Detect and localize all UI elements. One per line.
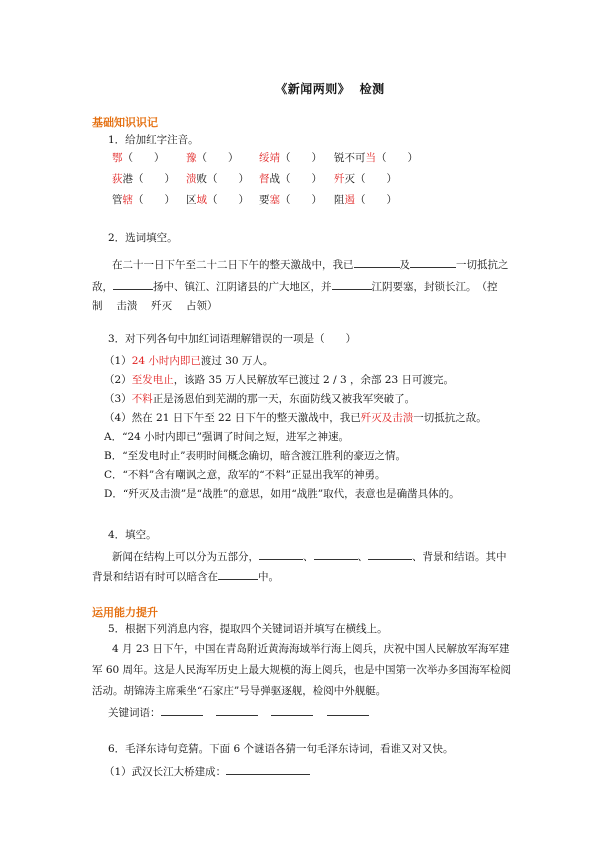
- q3-sentence-1: （1）24 小时内即已渡过 30 万人。: [104, 355, 274, 367]
- keyword-blank[interactable]: [216, 704, 258, 716]
- q3-sentence-3: （3）不料正是汤恩伯到芜湖的那一天，东面防线又被我军突破了。: [104, 393, 416, 405]
- q4-line2: 背景和结语有时可以暗含在 中。: [92, 568, 279, 584]
- fill-blank[interactable]: [368, 548, 412, 560]
- fill-blank[interactable]: [314, 548, 358, 560]
- fill-blank[interactable]: [259, 548, 303, 560]
- q6-item-1: （1）武汉长江大桥建成：: [104, 763, 310, 779]
- q3-sentence-2: （2）至发电止，该路 35 万人民解放军已渡过 2 / 3 ，余部 23 日可渡完。: [104, 374, 455, 386]
- q1-item: 荻港（ ）: [112, 173, 175, 185]
- q2-line2: 敌， 扬中、镇江、江阴诸县的广大地区，并 江阴要塞，封锁长江。 （控: [92, 278, 498, 294]
- q1-item: 管辖（ ）: [112, 194, 175, 206]
- q6-label: 6．毛泽东诗句竞猜。下面 6 个谜语各猜一句毛泽东诗词，看谁又对又快。: [108, 743, 454, 755]
- q5-keywords: 关键词语：: [108, 704, 369, 720]
- q1-item: 鄂（ ）: [112, 152, 165, 164]
- q1-item: 要塞（ ）: [259, 194, 322, 206]
- q1-item: 阻遏（ ）: [334, 194, 397, 206]
- fill-blank[interactable]: [410, 256, 456, 268]
- q1-item: 豫（ ）: [186, 152, 239, 164]
- title-name: 《新闻两则》: [275, 82, 351, 96]
- q1-item: 区域（ ）: [186, 194, 249, 206]
- q1-item: 锐不可当（ ）: [334, 152, 418, 164]
- q5-para-3: 活动。胡锦涛主席乘坐“石家庄”号导弹驱逐舰，检阅中外舰艇。: [92, 685, 387, 697]
- fill-blank[interactable]: [218, 568, 258, 580]
- q1-item: 绥靖（ ）: [259, 152, 322, 164]
- keyword-blank[interactable]: [161, 704, 203, 716]
- q2-word-list: 制 击溃 歼灭 占领）: [92, 300, 218, 312]
- q4-line1: 新闻在结构上可以分为五部分， 、 、 、背景和结语。其中: [112, 548, 507, 564]
- q2-label: 2．选词填空。: [108, 232, 178, 244]
- fill-blank[interactable]: [226, 763, 310, 775]
- q3-option-b: B．“至发电时止”表明时间概念确切，暗含渡江胜利的豪迈之情。: [104, 450, 406, 462]
- page-title: [0, 80, 600, 97]
- fill-blank[interactable]: [113, 278, 153, 290]
- section-basic: 基础知识识记: [92, 116, 158, 129]
- fill-blank[interactable]: [354, 256, 400, 268]
- q3-option-c: C．“不料”含有嘲讽之意，敌军的“不料”正显出我军的神勇。: [104, 469, 386, 481]
- fill-blank[interactable]: [332, 278, 372, 290]
- section-apply: 运用能力提升: [92, 606, 158, 619]
- q1-item: 歼灭（ ）: [334, 173, 397, 185]
- q4-label: 4．填空。: [108, 529, 157, 541]
- q1-item: 督战（ ）: [259, 173, 322, 185]
- keyword-blank[interactable]: [271, 704, 313, 716]
- q5-para-1: 4 月 23 日下午，中国在青岛附近黄海海域举行海上阅兵，庆祝中国人民解放军海军建: [112, 643, 510, 655]
- q5-para-2: 军 60 周年。这是人民海军历史上最大规模的海上阅兵，也是中国第一次举办多国海军检阅: [92, 664, 512, 676]
- q3-sentence-4: （4）然在 21 日下午至 22 日下午的整天激战中，我已歼灭及击溃一切抵抗之敌。: [104, 412, 487, 424]
- q1-label: 1．给加红字注音。: [108, 134, 199, 146]
- keyword-blank[interactable]: [327, 704, 369, 716]
- q5-label: 5．根据下列消息内容，提取四个关键词语并填写在横线上。: [108, 623, 388, 635]
- q3-option-d: D．“歼灭及击溃”是“战胜”的意思，如用“战胜”取代，表意也是确凿具体的。: [104, 488, 460, 500]
- q3-label: 3．对下列各句中加红词语理解错误的一项是（ ）: [108, 333, 357, 345]
- q2-line1: 在二十一日下午至二十二日下午的整天激战中，我已 及 一切抵抗之: [112, 256, 509, 272]
- q3-option-a: A．“24 小时内即已”强调了时间之短，进军之神速。: [104, 431, 350, 443]
- q1-item: 溃败（ ）: [186, 173, 249, 185]
- title-suffix: 检测: [359, 82, 385, 96]
